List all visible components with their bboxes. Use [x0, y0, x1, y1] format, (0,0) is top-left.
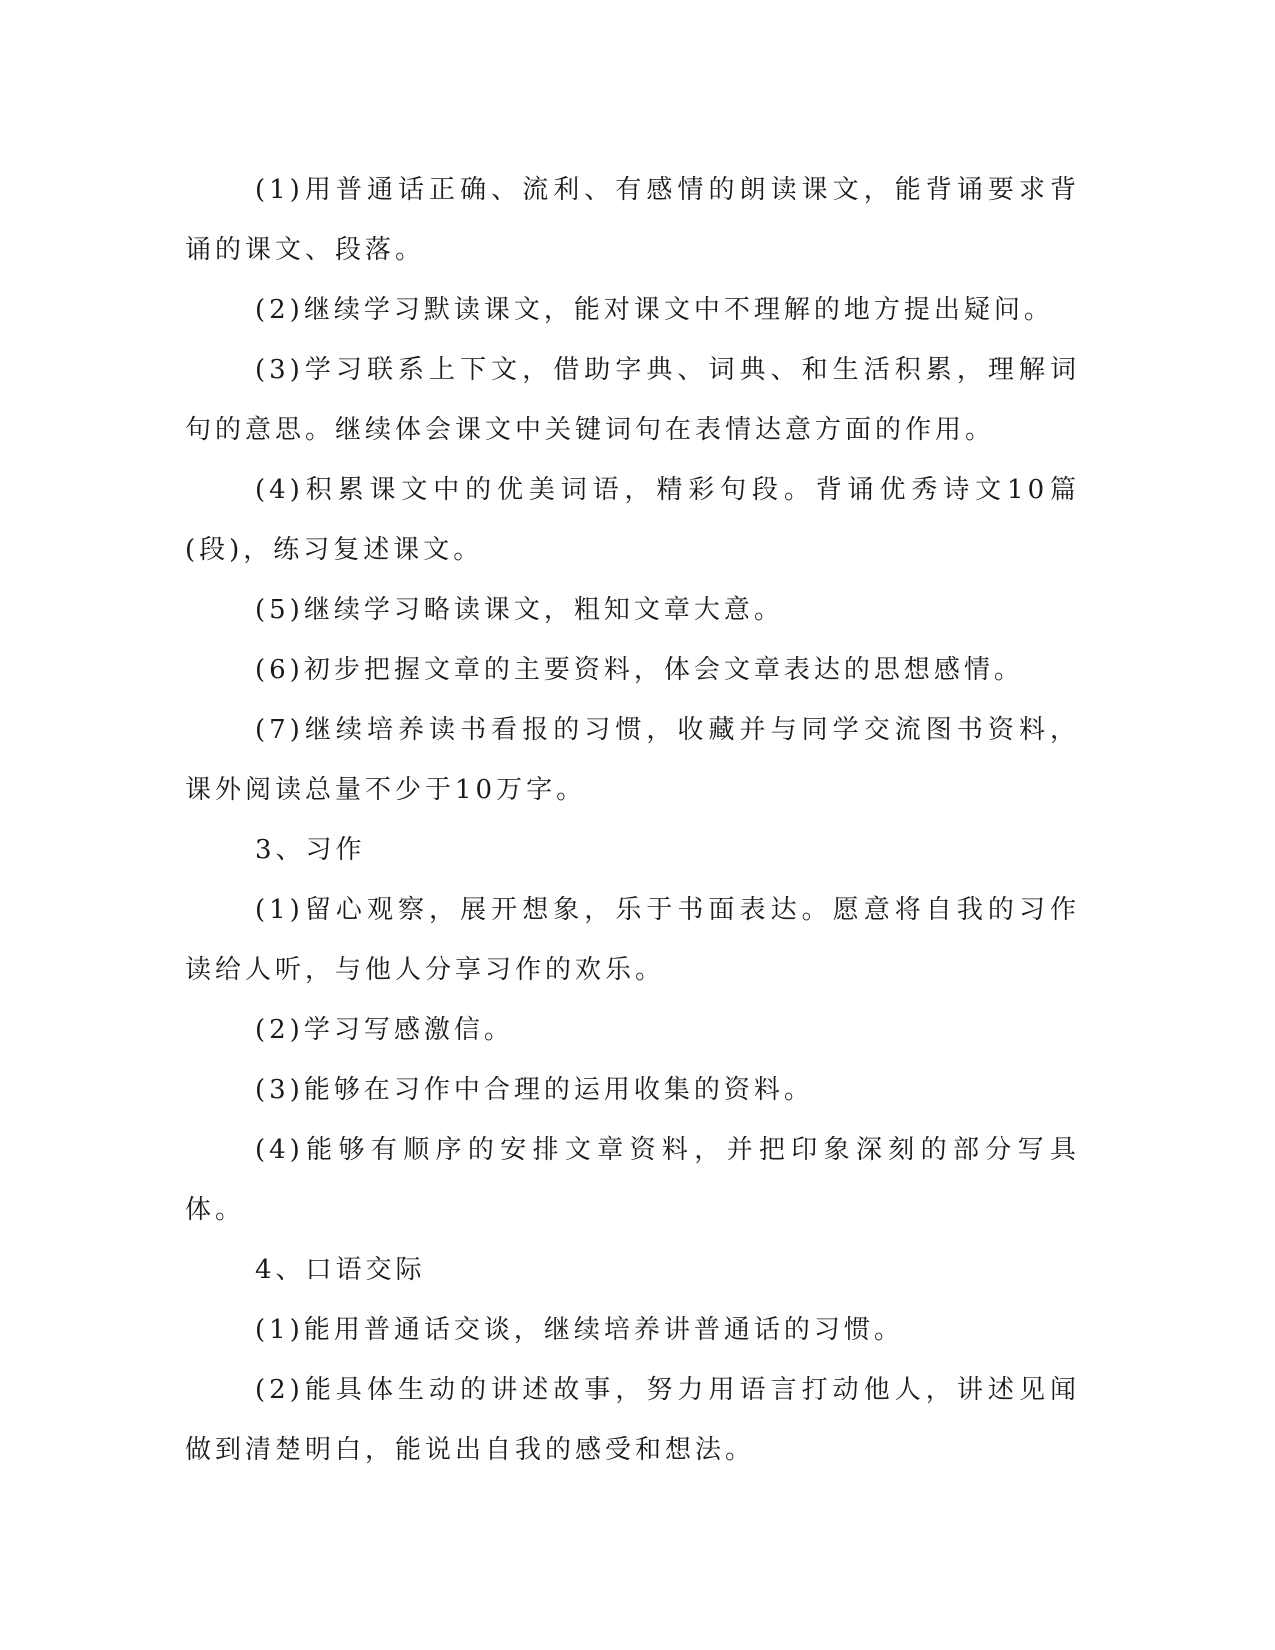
- section-heading-writing: 3、习作: [255, 835, 366, 865]
- paragraph-reading-1: (1)用普通话正确、流利、有感情的朗读课文，能背诵要求背诵的课文、段落。: [185, 175, 1080, 265]
- paragraph-reading-5: (5)继续学习略读课文，粗知文章大意。: [255, 595, 784, 625]
- paragraph-writing-3: (3)能够在习作中合理的运用收集的资料。: [255, 1075, 814, 1105]
- paragraph-oral-1: (1)能用普通话交谈，继续培养讲普通话的习惯。: [255, 1315, 904, 1345]
- section-heading-oral: 4、口语交际: [255, 1255, 426, 1285]
- paragraph-writing-2: (2)学习写感激信。: [255, 1015, 514, 1045]
- paragraph-writing-4: (4)能够有顺序的安排文章资料，并把印象深刻的部分写具体。: [185, 1135, 1080, 1225]
- paragraph-reading-4: (4)积累课文中的优美词语，精彩句段。背诵优秀诗文10篇(段)，练习复述课文。: [185, 475, 1080, 565]
- paragraph-oral-2: (2)能具体生动的讲述故事，努力用语言打动他人，讲述见闻做到清楚明白，能说出自我的感受和想法。: [185, 1375, 1080, 1465]
- paragraph-reading-7: (7)继续培养读书看报的习惯，收藏并与同学交流图书资料，课外阅读总量不少于10万字。: [185, 715, 1080, 805]
- paragraph-reading-2: (2)继续学习默读课文，能对课文中不理解的地方提出疑问。: [255, 295, 1054, 325]
- paragraph-reading-6: (6)初步把握文章的主要资料，体会文章表达的思想感情。: [255, 655, 1024, 685]
- document-body: [185, 160, 1080, 1480]
- paragraph-writing-1: (1)留心观察，展开想象，乐于书面表达。愿意将自我的习作读给人听，与他人分享习作的欢乐。: [185, 895, 1080, 985]
- paragraph-reading-3: (3)学习联系上下文，借助字典、词典、和生活积累，理解词句的意思。继续体会课文中关键词句在表情达意方面的作用。: [185, 355, 1080, 445]
